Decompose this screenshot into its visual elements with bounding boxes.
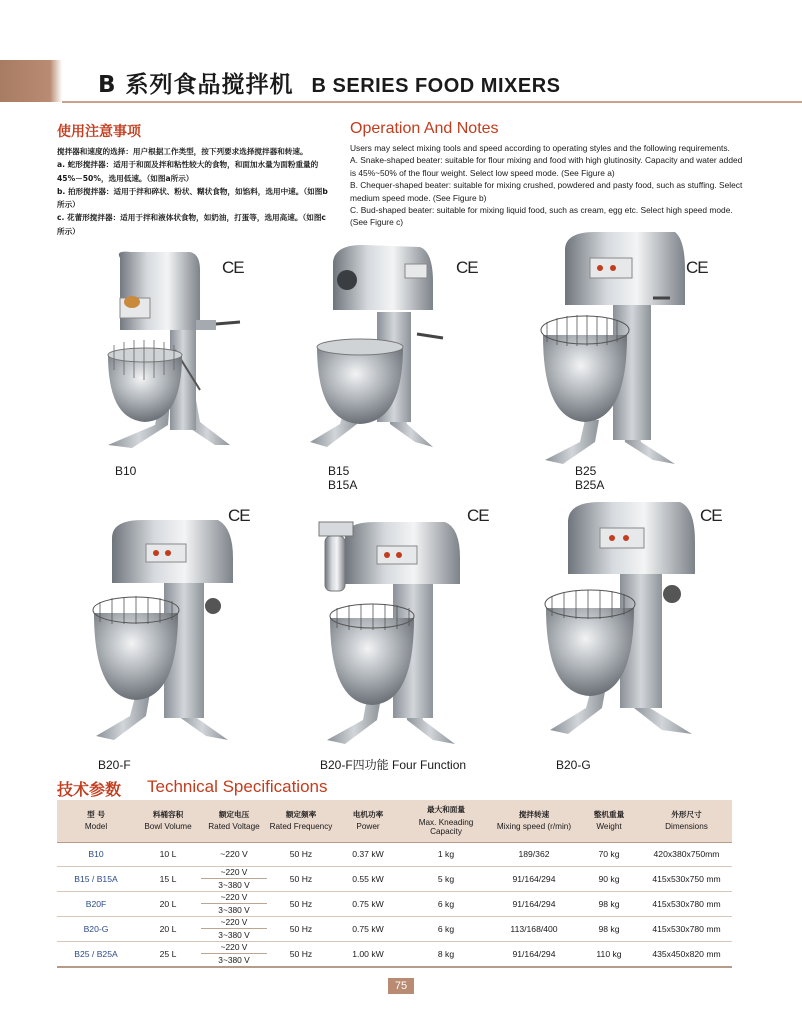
product-caption [98,758,131,772]
col-header-capacity [401,800,491,842]
cell-speed: 91/164/294 [491,891,577,916]
product-b20-g [540,498,700,734]
caption-line: B20-G [556,758,591,772]
cell-power: 0.37 kW [335,842,401,866]
product-b20-f [88,518,238,740]
voltage-single-phase: ~220 V [220,942,248,953]
product-caption [115,464,136,478]
notes-en-paragraph: B. Chequer-shaped beater: suitable for mixing crushed, powdered and pasty food, such as stuffing. Select medium speed mode. (See Figure b) [350,180,743,203]
caption-line: B15A [328,478,358,492]
cell-frequency: 50 Hz [267,916,335,941]
cell-voltage: ~220 V [201,842,267,866]
col-header-en: Max. Kneading Capacity [418,817,474,836]
cell-frequency: 50 Hz [267,842,335,866]
table-row [57,866,732,891]
col-header-cn: 型 号 [87,809,105,819]
voltage-three-phase: 3~380 V [201,878,267,891]
cell-speed: 113/168/400 [491,916,577,941]
ce-mark: CE [456,258,478,277]
cell-weight: 98 kg [577,916,641,941]
cell-weight: 110 kg [577,941,641,967]
cell-capacity: 6 kg [401,891,491,916]
cell-volume: 20 L [135,916,201,941]
caption-line: B20-F四功能 Four Function [320,758,467,772]
cell-dimensions: 415x530x750 mm [641,866,732,891]
cell-voltage [201,866,267,891]
specs-header-row [57,800,732,842]
mixer-b20-g-image [540,498,700,734]
col-header-cn: 最大和面量 [427,805,465,815]
product-b20-f-four-function [305,518,465,746]
product-caption [575,464,604,492]
voltage-three-phase: 3~380 V [201,953,267,966]
notes-en-paragraph: Users may select mixing tools and speed according to operating styles and the following requirements. [350,143,730,153]
col-header-en: Weight [596,822,622,832]
caption-line: B10 [115,464,137,478]
cell-model: B20F [57,891,135,916]
cell-frequency: 50 Hz [267,941,335,967]
col-header-model [57,800,135,842]
mixer-b25-image [535,230,685,465]
cell-weight: 90 kg [577,866,641,891]
col-header-frequency [267,800,335,842]
specs-heading-cn: 技术参数 [57,780,122,799]
product-b10 [100,250,280,460]
notes-en-heading: Operation And Notes [350,120,499,137]
cell-speed: 189/362 [491,842,577,866]
page-number: 75 [388,978,414,994]
mixer-b20-f-image [88,518,238,740]
cell-power: 1.00 kW [335,941,401,967]
col-header-en: Mixing speed (r/min) [496,822,572,832]
col-header-weight [577,800,641,842]
cell-frequency: 50 Hz [267,866,335,891]
table-row [57,891,732,916]
notes-cn-paragraph: b. 拍形搅拌器：适用于拌和碎状、粉状、糊状食物，如馅料，选用中速。（如图b所示） [57,186,328,210]
product-b25 [535,230,685,465]
voltage-single-phase: ~220 V [220,867,248,878]
caption-line: B25A [575,478,605,492]
table-row [57,842,732,866]
notes-cn-body [57,145,329,238]
voltage-three-phase: 3~380 V [201,928,267,941]
ce-mark: CE [467,506,489,525]
cell-voltage [201,941,267,967]
col-header-volume [135,800,201,842]
cell-weight: 70 kg [577,842,641,866]
notes-cn-paragraph: 搅拌器和速度的选择：用户根据工作类型，按下列要求选择搅拌器和转速。 [57,147,308,156]
notes-en-paragraph: A. Snake-shaped beater: suitable for flour mixing and food with high glutinosity. Capacity and water added is 45%~50% of the flour weight. Select low speed mode. (See Figure a) [350,155,743,178]
table-row [57,941,732,967]
cell-volume: 10 L [135,842,201,866]
cell-dimensions: 415x530x780 mm [641,891,732,916]
mixer-b15-image [305,242,455,452]
product-caption [328,464,357,492]
cell-capacity: 8 kg [401,941,491,967]
ce-mark: CE [686,258,708,277]
col-header-cn: 整机重量 [593,809,625,819]
cell-model: B10 [57,842,135,866]
col-header-en: Rated Voltage [208,822,260,832]
cell-model: B15 / B15A [57,866,135,891]
product-b15 [305,242,455,452]
cell-volume: 25 L [135,941,201,967]
ce-mark: CE [228,506,250,525]
product-caption [320,758,466,772]
cell-dimensions: 420x380x750mm [641,842,732,866]
col-header-cn: 搅拌转速 [518,809,550,819]
cell-model: B20-G [57,916,135,941]
notes-cn-heading: 使用注意事项 [57,124,141,140]
cell-volume: 20 L [135,891,201,916]
page-title-cn: B 系列食品搅拌机 [98,72,294,98]
voltage-single-phase: ~220 V [220,892,248,903]
col-header-cn: 额定频率 [285,809,317,819]
col-header-speed [491,800,577,842]
col-header-cn: 外形尺寸 [671,809,702,819]
cell-volume: 15 L [135,866,201,891]
notes-en-body [350,142,745,229]
col-header-en: Model [84,822,108,832]
page-title-en: B SERIES FOOD MIXERS [311,75,561,97]
caption-line: B25 [575,464,597,478]
col-header-en: Dimensions [665,822,708,832]
cell-voltage [201,916,267,941]
page-title [98,66,560,96]
voltage-three-phase: 3~380 V [201,903,267,916]
ce-mark: CE [700,506,722,525]
cell-speed: 91/164/294 [491,866,577,891]
col-header-power [335,800,401,842]
mixer-b10-image [100,250,280,460]
col-header-en: Bowl Volume [144,822,192,832]
col-header-en: Rated Frequency [269,822,333,832]
caption-line: B20-F [98,758,131,772]
header-rule [62,101,802,103]
col-header-dimensions [641,800,732,842]
cell-model: B25 / B25A [57,941,135,967]
table-row [57,916,732,941]
ce-mark: CE [222,258,244,277]
cell-speed: 91/164/294 [491,941,577,967]
cell-power: 0.55 kW [335,866,401,891]
mixer-b20-f-four-function-image [305,518,465,746]
cell-dimensions: 435x450x820 mm [641,941,732,967]
cell-power: 0.75 kW [335,916,401,941]
product-caption [556,758,591,772]
notes-en-paragraph: C. Bud-shaped beater: suitable for mixing liquid food, such as cream, egg etc. Select high speed mode. (See Figure c) [350,205,733,228]
cell-capacity: 6 kg [401,916,491,941]
col-header-cn: 额定电压 [218,809,250,819]
caption-line: B15 [328,464,350,478]
cell-power: 0.75 kW [335,891,401,916]
col-header-cn: 电机功率 [352,809,384,819]
cell-capacity: 1 kg [401,842,491,866]
notes-cn-paragraph: c. 花蕾形搅拌器：适用于拌和液体状食物，如奶油，打蛋等，选用高速。（如图c所示） [57,213,326,236]
notes-cn-paragraph: a. 蛇形搅拌器：适用于和面及拌和粘性较大的食物，和面加水量为面粉重量的45%－50%，选用低速。（如图a所示） [57,160,319,183]
specs-table [57,800,732,968]
col-header-cn: 料桶容积 [152,809,184,819]
cell-dimensions: 415x530x780 mm [641,916,732,941]
cell-capacity: 5 kg [401,866,491,891]
cell-frequency: 50 Hz [267,891,335,916]
col-header-en: Power [356,822,380,832]
cell-voltage [201,891,267,916]
cell-weight: 98 kg [577,891,641,916]
col-header-voltage [201,800,267,842]
voltage-single-phase: ~220 V [220,917,248,928]
specs-heading-en: Technical Specifications [147,777,328,796]
